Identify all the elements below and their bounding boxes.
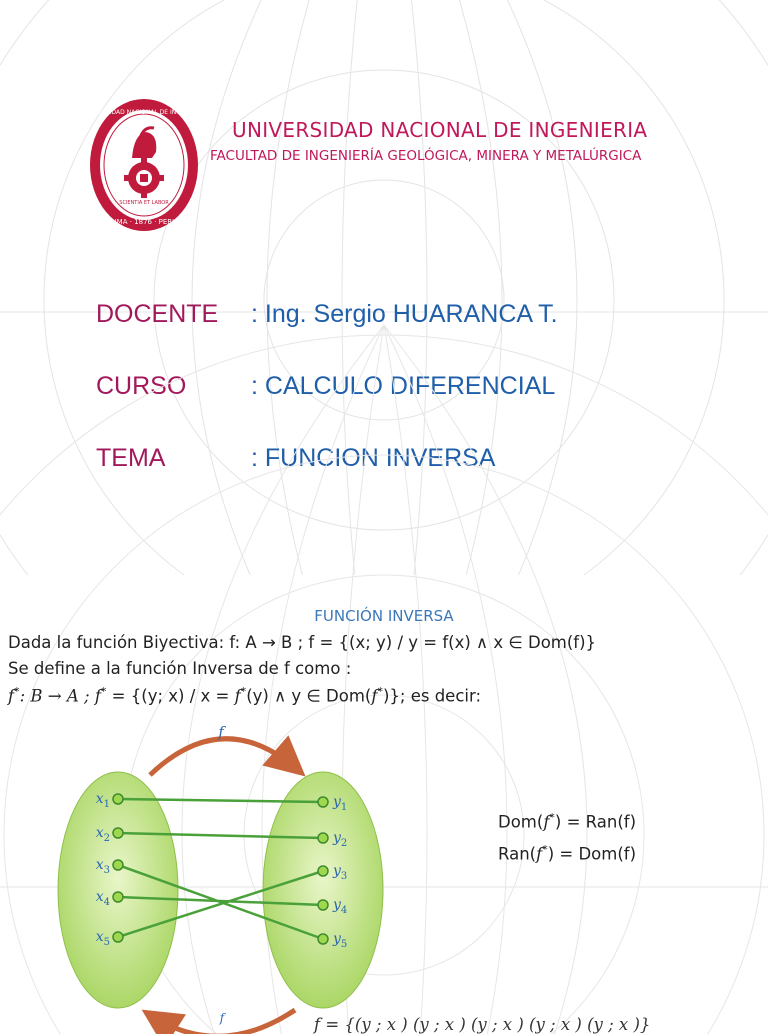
set-text: = {(y; x) / x = xyxy=(106,686,235,706)
domain-point xyxy=(113,860,123,870)
domain-ellipse xyxy=(58,772,178,1008)
set-text: (y) ∧ y ∈ Dom( xyxy=(246,686,372,706)
tema-value: : FUNCION INVERSA xyxy=(251,444,496,472)
curso-value: : CALCULO DIFERENCIAL xyxy=(251,372,556,400)
docente-value: : Ing. Sergio HUARANCA T. xyxy=(251,300,558,328)
inverse-function-slide xyxy=(0,575,768,1034)
definition-line-2: Se define a la función Inversa de f como : xyxy=(8,659,352,678)
definition-line-3 xyxy=(8,685,481,706)
finv-label: f xyxy=(219,1011,225,1025)
domain-label: $x_4$ xyxy=(95,889,110,908)
f-symbol: f xyxy=(371,686,378,706)
range-label: $y_3$ xyxy=(333,863,348,882)
mapping-text: : B → A ; xyxy=(19,686,95,706)
seal-motto: SCIENTIA ET LABOR xyxy=(119,200,169,206)
tema-label: TEMA xyxy=(96,444,166,472)
f-symbol: f xyxy=(8,686,15,706)
star-superscript: * xyxy=(377,685,383,698)
definition-line-1: Dada la función Biyectiva: f: A → B ; f = {(x; y) / y = f(x) ∧ x ∈ Dom(f)} xyxy=(8,633,597,652)
range-label: $y_4$ xyxy=(333,897,348,916)
domain-label: $x_1$ xyxy=(95,791,110,810)
f-symbol: f xyxy=(94,686,101,706)
seal-ring-text-bottom: LIMA · 1876 · PERU xyxy=(110,218,178,226)
f-symbol: f xyxy=(234,686,241,706)
university-seal xyxy=(83,96,205,234)
university-title: UNIVERSIDAD NACIONAL DE INGENIERIA xyxy=(232,118,648,142)
domain-point xyxy=(113,932,123,942)
bottom-set-partial: f = {(y ; x ) (y ; x ) (y ; x ) (y ; x ) (y ; x )} xyxy=(314,1015,651,1034)
slide-title: FUNCIÓN INVERSA xyxy=(314,607,454,625)
f-label: f xyxy=(218,723,224,741)
star-superscript: * xyxy=(14,685,20,698)
mapping-diagram xyxy=(40,715,400,1024)
seal-ring-text-top: UNIVERSIDAD NACIONAL DE INGENIERIA xyxy=(83,109,205,116)
range-label: $y_1$ xyxy=(333,794,348,813)
star-superscript: * xyxy=(100,685,107,698)
range-point xyxy=(318,833,328,843)
curso-label: CURSO xyxy=(96,372,187,400)
forward-arrow xyxy=(150,739,298,775)
range-label: $y_5$ xyxy=(333,931,348,950)
docente-label: DOCENTE xyxy=(96,300,219,328)
domain-label: $x_2$ xyxy=(95,825,110,844)
domain-point xyxy=(113,794,123,804)
set-text: )}; es decir: xyxy=(382,686,482,706)
domain-point xyxy=(113,828,123,838)
domain-point xyxy=(113,892,123,902)
range-point xyxy=(318,797,328,807)
range-label: $y_2$ xyxy=(333,830,348,849)
domain-label: $x_5$ xyxy=(95,929,110,948)
domain-label: $x_3$ xyxy=(95,857,110,876)
star-superscript: * xyxy=(240,685,247,698)
range-point xyxy=(318,900,328,910)
ran-equation: Ran(f*) = Dom(f) xyxy=(498,843,637,864)
faculty-title: FACULTAD DE INGENIERÍA GEOLÓGICA, MINERA Y METALÚRGICA xyxy=(210,148,642,164)
range-point xyxy=(318,866,328,876)
range-point xyxy=(318,934,328,944)
dom-equation: Dom(f*) = Ran(f) xyxy=(498,811,637,832)
